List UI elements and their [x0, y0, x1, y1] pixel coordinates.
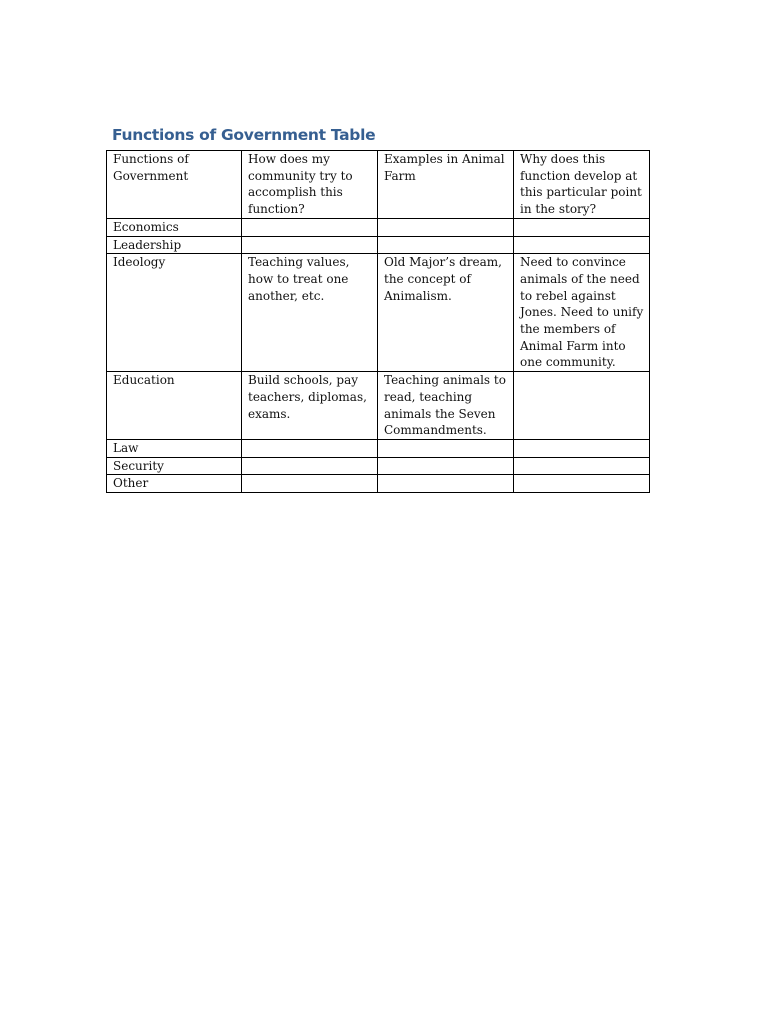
table-row — [107, 372, 650, 440]
header-cell-community: How does my community try to accomplish this function? — [242, 151, 378, 219]
header-cell-examples: Examples in Animal Farm — [378, 151, 514, 219]
function-cell: Security — [107, 457, 242, 475]
function-cell: Leadership — [107, 236, 242, 254]
why-cell — [514, 236, 650, 254]
table-row — [107, 236, 650, 254]
examples-cell — [378, 236, 514, 254]
community-cell: Teaching values, how to treat one another, etc. — [242, 254, 378, 372]
community-cell: Build schools, pay teachers, diplomas, exams. — [242, 372, 378, 440]
why-cell — [514, 440, 650, 458]
community-cell — [242, 218, 378, 236]
community-cell — [242, 236, 378, 254]
examples-cell — [378, 457, 514, 475]
header-cell-functions: Functions of Government — [107, 151, 242, 219]
examples-cell — [378, 475, 514, 493]
examples-cell: Teaching animals to read, teaching animals the Seven Commandments. — [378, 372, 514, 440]
header-cell-why: Why does this function develop at this particular point in the story? — [514, 151, 650, 219]
table-row — [107, 440, 650, 458]
table-row — [107, 457, 650, 475]
table-row — [107, 218, 650, 236]
function-cell: Other — [107, 475, 242, 493]
why-cell: Need to convince animals of the need to rebel against Jones. Need to unify the members of Animal Farm into one community. — [514, 254, 650, 372]
function-cell: Ideology — [107, 254, 242, 372]
function-cell: Education — [107, 372, 242, 440]
function-cell: Economics — [107, 218, 242, 236]
examples-cell — [378, 440, 514, 458]
community-cell — [242, 440, 378, 458]
why-cell — [514, 457, 650, 475]
table-row — [107, 475, 650, 493]
why-cell — [514, 218, 650, 236]
why-cell — [514, 475, 650, 493]
community-cell — [242, 475, 378, 493]
document-title: Functions of Government Table — [112, 126, 376, 144]
examples-cell — [378, 218, 514, 236]
why-cell — [514, 372, 650, 440]
table-row — [107, 254, 650, 372]
examples-cell: Old Major’s dream, the concept of Animalism. — [378, 254, 514, 372]
function-cell: Law — [107, 440, 242, 458]
table-header-row — [107, 151, 650, 219]
community-cell — [242, 457, 378, 475]
functions-of-government-table — [106, 150, 650, 493]
